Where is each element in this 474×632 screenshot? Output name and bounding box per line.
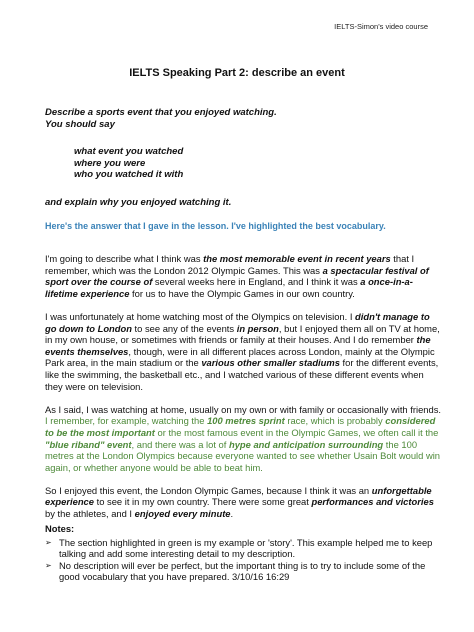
story-vocab-highlight: hype and anticipation surrounding xyxy=(228,438,384,450)
text-run: to see it in my own country. There were some great xyxy=(94,496,312,508)
notes-label: Notes: xyxy=(45,523,75,534)
answer-body xyxy=(45,253,441,531)
task-items xyxy=(45,146,445,181)
vocab-highlight: didn't manage to go down to London xyxy=(45,310,430,334)
text-run: several weeks here in England, and I think it was xyxy=(152,276,361,288)
vocab-highlight: various other smaller stadiums xyxy=(201,357,340,369)
story-text: or the most famous event in the Olympic Games, we often call it the xyxy=(154,426,439,438)
note-text: The section highlighted in green is my example or 'story'. This example helped me to keep talking and add some interesting detail to my description. xyxy=(59,536,433,560)
text-run: So I enjoyed this event, the London Olympic Games, because I think it was an xyxy=(45,484,372,496)
story-vocab-highlight: considered to be the most important xyxy=(45,415,436,438)
text-run: . xyxy=(230,508,234,520)
text-run: , though, were in all different places across London, mainly at the Olympic Park area, in the main stadium or the xyxy=(45,345,435,369)
story-text: the 100 metres at the London Olympics because everyone wanted to see whether Usain Bolt would win again, or whether anyone would be able to beat him. xyxy=(45,438,441,473)
vocab-highlight: a once-in-a-lifetime experience xyxy=(45,276,413,299)
text-run: I'm going to describe what I think was xyxy=(45,253,204,264)
task-item: what event you watched xyxy=(74,146,184,157)
story-vocab-highlight: "blue riband" event xyxy=(45,438,132,450)
arrow-bullet-icon: ➢ xyxy=(45,537,52,547)
text-run: , but I enjoyed them all on TV at home, in my own house, or sometimes with friends or family at their houses. And I do remember xyxy=(45,322,440,346)
task-item: who you watched it with xyxy=(74,169,184,180)
story-text: , and there was a lot of xyxy=(131,438,229,450)
text-run: for the different events, like the swimming, the basketball etc., and I watched various of these different events when they were on television. xyxy=(45,357,439,392)
text-run: As I said, I was watching at home, usually on my own or with family or occasionally with friends. xyxy=(45,403,441,415)
arrow-bullet-icon: ➢ xyxy=(45,560,52,570)
note-item xyxy=(45,560,441,583)
task-prompt-line2: You should say xyxy=(45,118,115,130)
note-text: No description will ever be perfect, but the important thing is to try to include some of the good vocabulary that you have prepared. 3/10/16 16:29 xyxy=(59,559,426,583)
text-run: to see any of the events xyxy=(131,322,237,334)
task-item: where you were xyxy=(74,157,146,169)
notes-section xyxy=(45,523,441,583)
course-header: IELTS-Simon's video course xyxy=(334,22,428,31)
paragraph-3 xyxy=(45,404,441,474)
story-text: race, which is probably xyxy=(284,415,386,427)
vocab-highlight: the most memorable event in recent years xyxy=(203,253,391,264)
text-run: by the athletes, and I xyxy=(45,508,135,520)
vocab-highlight: unforgettable experience xyxy=(45,484,432,508)
paragraph-1 xyxy=(45,253,441,299)
vocab-highlight: the events themselves xyxy=(45,334,431,357)
text-run: that I remember, which was the London 2012 Olympic Games. This was xyxy=(45,253,415,276)
task-prompt xyxy=(45,107,445,130)
answer-intro: Here's the answer that I gave in the lesson. I've highlighted the best vocabulary. xyxy=(45,221,386,231)
vocab-highlight: enjoyed every minute xyxy=(134,508,231,520)
vocab-highlight: in person xyxy=(236,322,279,334)
task-card xyxy=(45,107,445,208)
note-item xyxy=(45,537,441,560)
paragraph-2 xyxy=(45,311,441,392)
text-run: I was unfortunately at home watching most of the Olympics on television. I xyxy=(45,310,356,322)
vocab-highlight: performances and victories xyxy=(311,496,434,508)
task-prompt-line1: Describe a sports event that you enjoyed watching. xyxy=(45,107,277,118)
story-text: I remember, for example, watching the xyxy=(45,415,208,427)
task-explain: and explain why you enjoyed watching it. xyxy=(45,196,232,208)
text-run: for us to have the Olympic Games in our own country. xyxy=(129,287,355,299)
paragraph-4 xyxy=(45,485,441,520)
vocab-highlight: a spectacular festival of sport over the course of xyxy=(45,264,429,288)
page-title: IELTS Speaking Part 2: describe an event xyxy=(129,67,345,79)
story-vocab-highlight: 100 metres sprint xyxy=(207,415,285,427)
